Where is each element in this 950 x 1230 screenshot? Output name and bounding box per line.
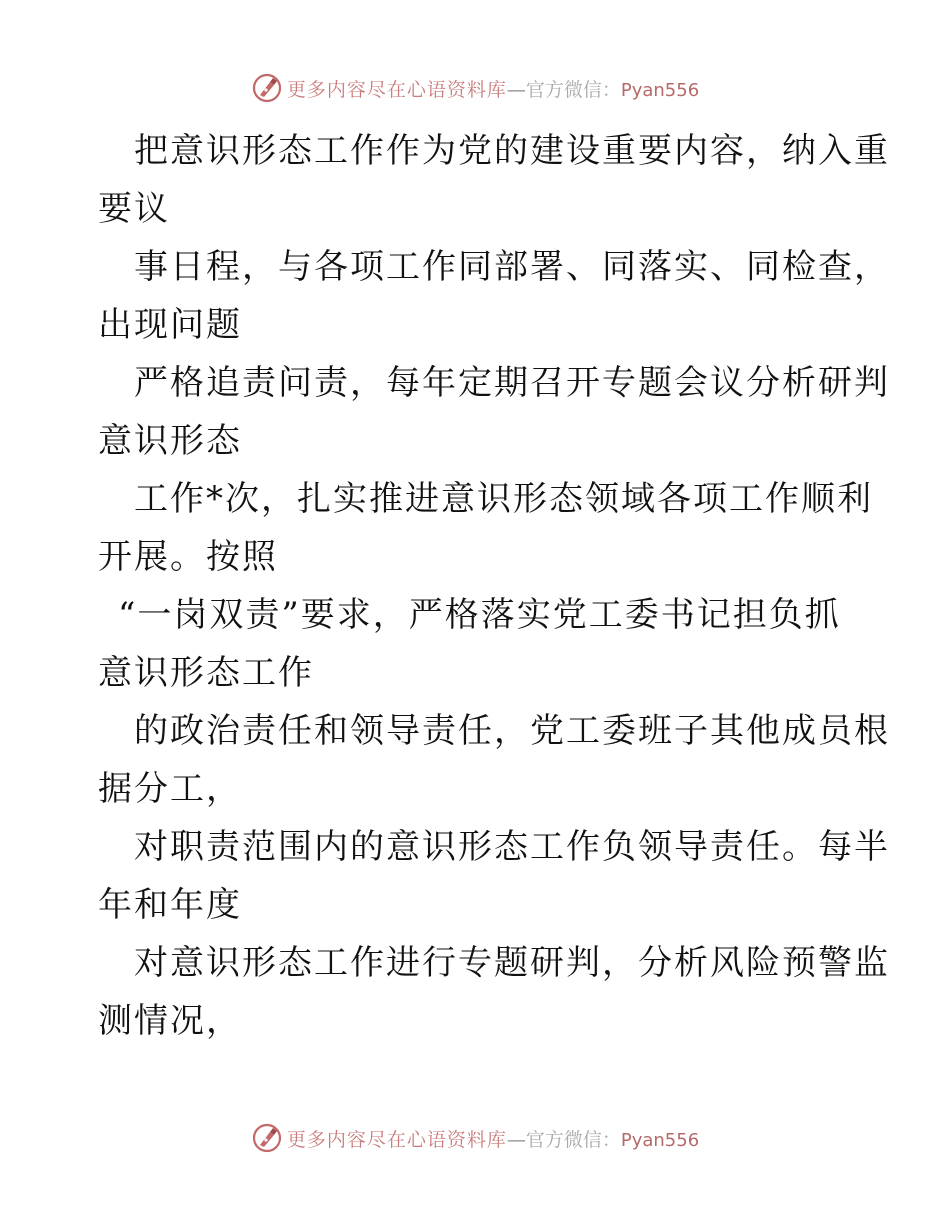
paragraph-continuation: 年和年度	[98, 885, 242, 925]
paragraph	[98, 934, 890, 1050]
paragraph-first-line: 的政治责任和领导责任，党工委班子其他成员根	[134, 711, 890, 751]
paragraph	[98, 702, 890, 818]
paragraph-continuation: 要议	[98, 189, 170, 229]
paragraph	[98, 818, 890, 934]
paragraph-first-line: 工作*次，扎实推进意识形态领域各项工作顺利	[134, 479, 873, 519]
watermark-separator: —	[506, 1129, 526, 1151]
paragraph-continuation: 据分工，	[98, 769, 242, 809]
paragraph-first-line: 对职责范围内的意识形态工作负领导责任。每半	[134, 827, 890, 867]
paragraph	[98, 586, 858, 702]
header-watermark	[0, 78, 950, 104]
paragraph-continuation: 出现问题	[98, 305, 242, 345]
watermark-wechat-id: Pyan556	[620, 1130, 700, 1151]
footer-watermark	[0, 1128, 950, 1154]
document-body	[98, 122, 890, 1050]
paragraph-continuation: 意识形态工作	[98, 653, 314, 693]
paragraph	[98, 122, 890, 238]
pen-nib-logo-icon	[251, 72, 283, 104]
paragraph-first-line: 把意识形态工作作为党的建设重要内容，纳入重	[134, 131, 890, 171]
watermark-brand: 更多内容尽在心语资料库	[286, 79, 507, 101]
watermark-wechat-id: Pyan556	[620, 80, 700, 101]
paragraph	[98, 354, 890, 470]
watermark-wechat-label: 官方微信：	[525, 1129, 621, 1151]
paragraph	[98, 470, 873, 586]
watermark-brand: 更多内容尽在心语资料库	[286, 1129, 507, 1151]
paragraph-first-line: 事日程，与各项工作同部署、同落实、同检查，	[134, 247, 890, 287]
paragraph-continuation: 开展。按照	[98, 537, 278, 577]
watermark-wechat-label: 官方微信：	[525, 79, 621, 101]
paragraph-first-line: 严格追责问责，每年定期召开专题会议分析研判	[134, 363, 890, 403]
watermark-separator: —	[506, 79, 526, 101]
paragraph-first-line: 对意识形态工作进行专题研判，分析风险预警监	[134, 943, 890, 983]
paragraph-continuation: 意识形态	[98, 421, 242, 461]
paragraph-continuation: 测情况，	[98, 1001, 242, 1041]
paragraph-first-line: “一岗双责”要求，严格落实党工委书记担负抓	[118, 595, 841, 635]
pen-nib-logo-icon	[251, 1122, 283, 1154]
paragraph	[98, 238, 890, 354]
